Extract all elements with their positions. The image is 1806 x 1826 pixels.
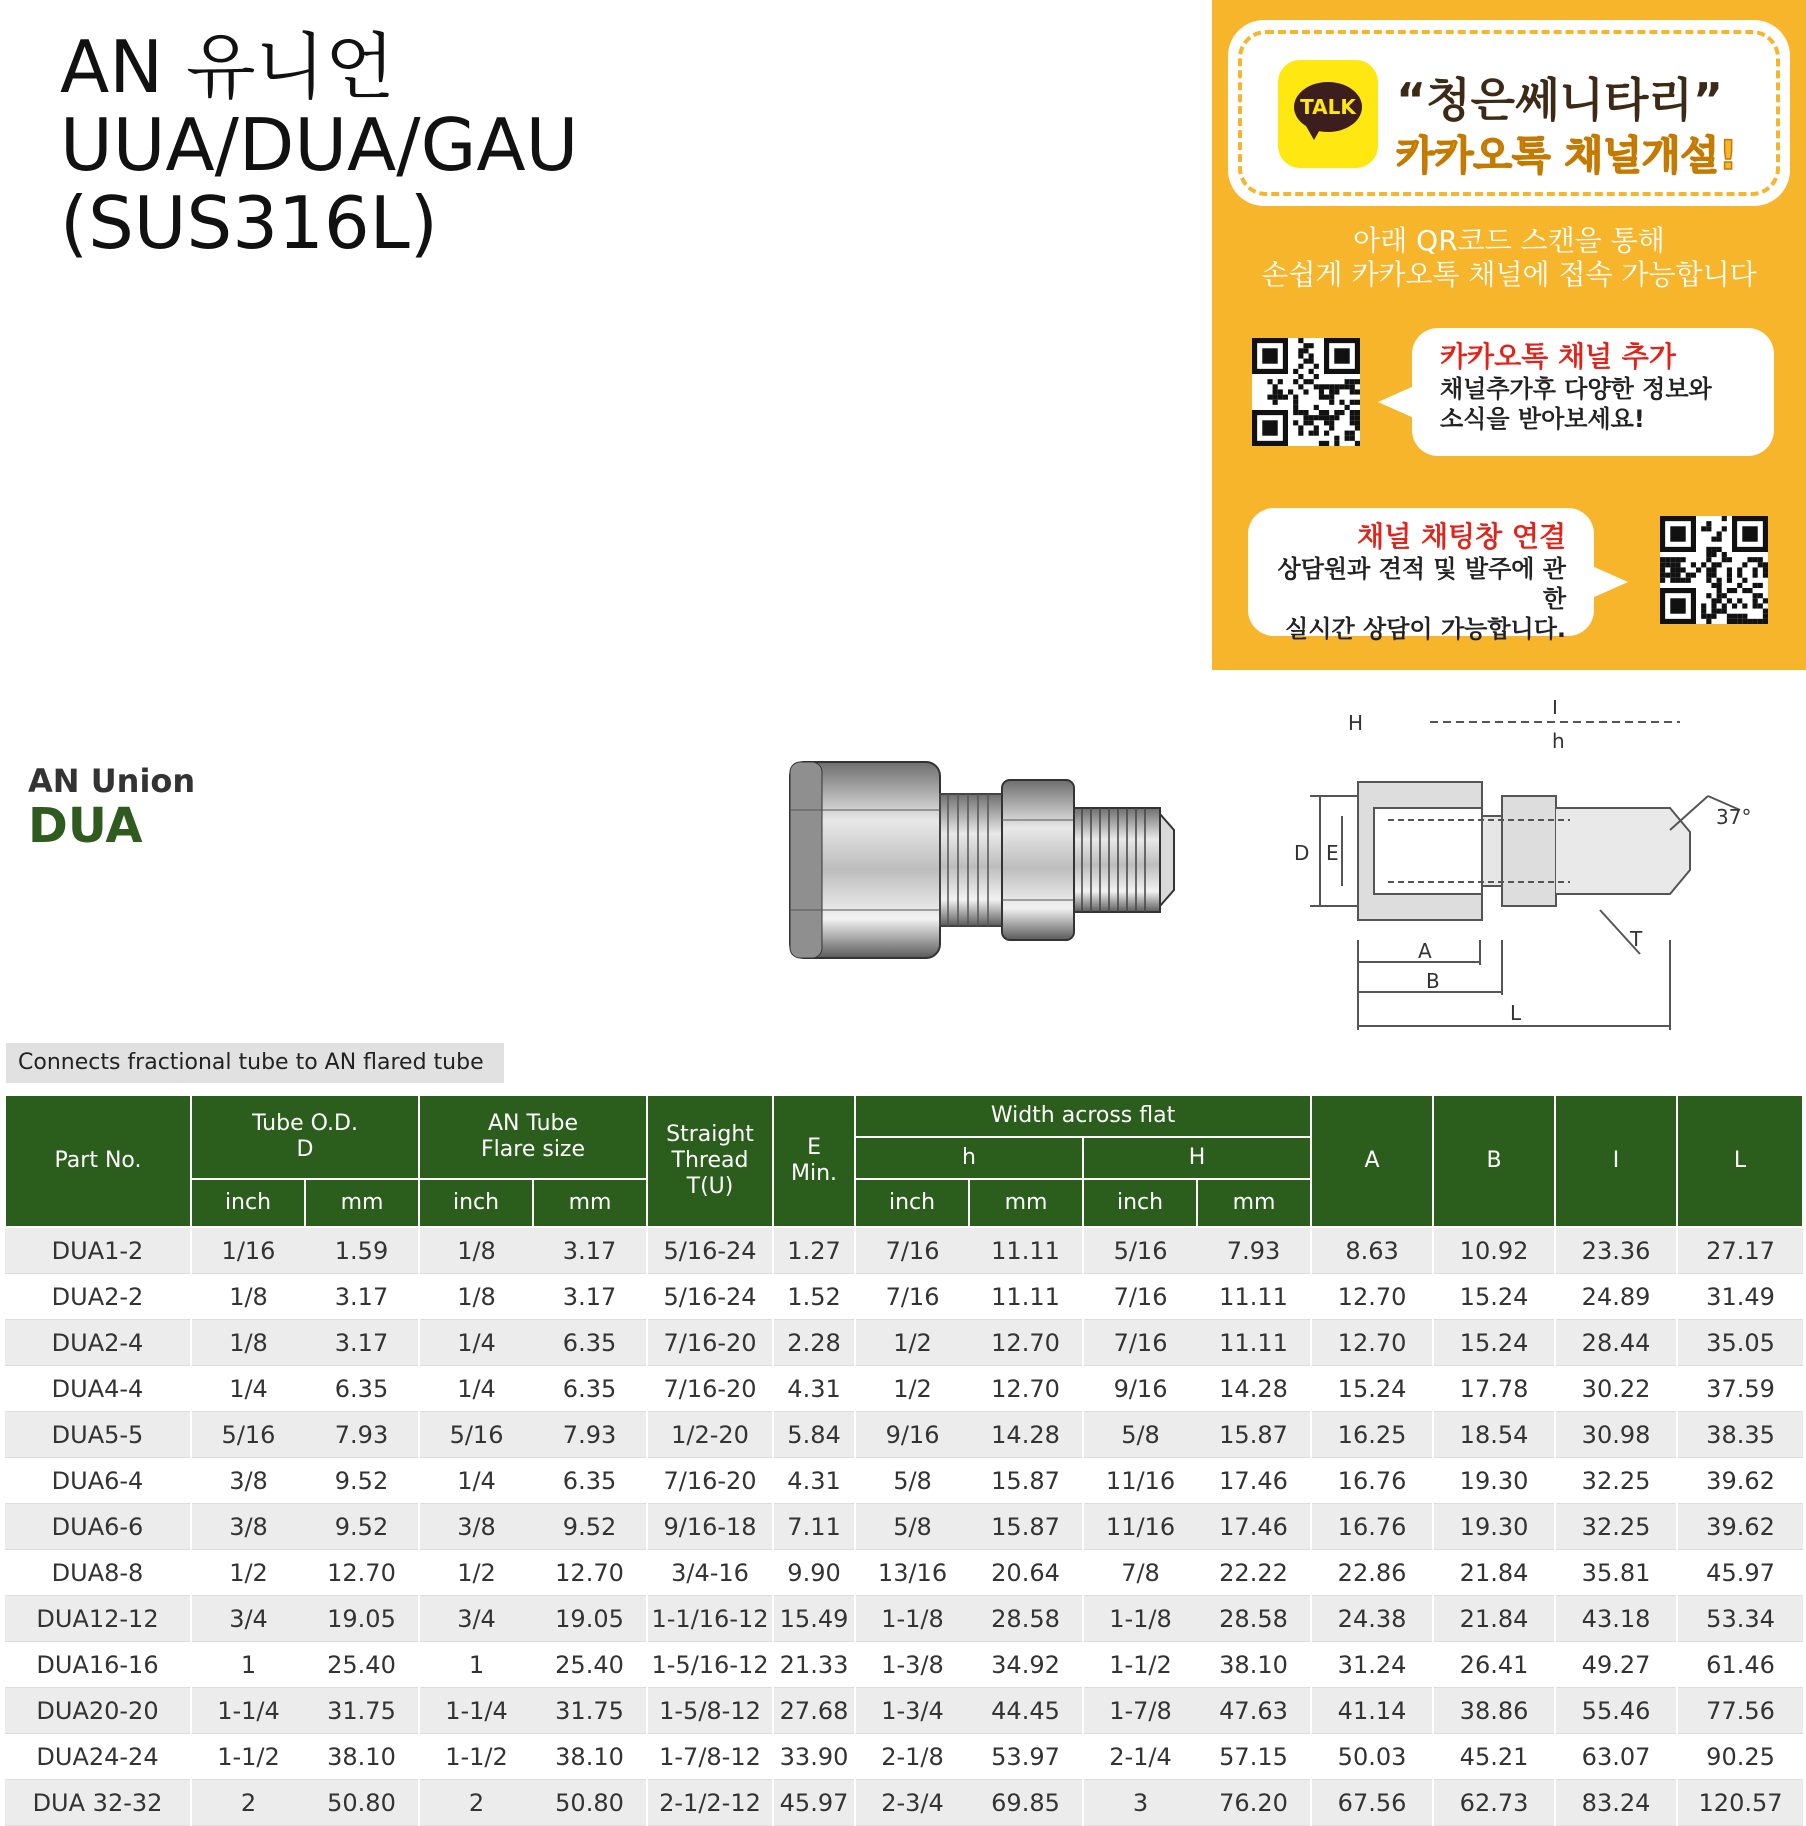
cell-b: 19.30	[1433, 1504, 1555, 1550]
table-row	[5, 1596, 1803, 1642]
cell-h-big-inch: 11/16	[1083, 1504, 1197, 1550]
cell-thread: 9/16-18	[647, 1504, 773, 1550]
cell-h-small-inch: 5/8	[855, 1458, 969, 1504]
cell-h-big-mm: 22.22	[1197, 1550, 1311, 1596]
header-h-big: H	[1083, 1137, 1311, 1179]
header-an-tube-sub: Flare size	[481, 1137, 586, 1162]
cell-h-big-inch: 7/8	[1083, 1550, 1197, 1596]
table-row	[5, 1274, 1803, 1320]
table-row	[5, 1412, 1803, 1458]
cell-e-min: 9.90	[773, 1550, 855, 1596]
cell-i: 24.89	[1555, 1274, 1677, 1320]
cell-h-small-mm: 53.97	[969, 1734, 1083, 1780]
cell-h-small-mm: 34.92	[969, 1642, 1083, 1688]
cell-part-no: DUA4-4	[5, 1366, 191, 1412]
cell-h-big-mm: 11.11	[1197, 1320, 1311, 1366]
cell-l: 120.57	[1677, 1780, 1803, 1826]
cell-a: 41.14	[1311, 1688, 1433, 1734]
kakao-talk-icon	[1278, 60, 1378, 168]
cell-part-no: DUA 32-32	[5, 1780, 191, 1826]
header-unit-inch: inch	[1083, 1179, 1197, 1227]
header-tube-od-sub: D	[296, 1137, 314, 1162]
cell-part-no: DUA8-8	[5, 1550, 191, 1596]
cell-thread: 1-5/16-12	[647, 1642, 773, 1688]
add-channel-heading: 카카오톡 채널 추가	[1440, 340, 1676, 373]
cell-l: 61.46	[1677, 1642, 1803, 1688]
header-part-no: Part No.	[5, 1095, 191, 1227]
table-row	[5, 1320, 1803, 1366]
cell-tube-od-mm: 31.75	[305, 1688, 419, 1734]
cell-b: 10.92	[1433, 1227, 1555, 1274]
cell-h-big-mm: 7.93	[1197, 1227, 1311, 1274]
cell-h-small-mm: 28.58	[969, 1596, 1083, 1642]
header-min: Min.	[791, 1161, 838, 1186]
header-unit-mm: mm	[533, 1179, 647, 1227]
cell-an-tube-mm: 38.10	[533, 1734, 647, 1780]
header-an-tube-title: AN Tube	[487, 1111, 579, 1136]
cell-b: 17.78	[1433, 1366, 1555, 1412]
cell-tube-od-mm: 3.17	[305, 1320, 419, 1366]
header-thread-1: Straight	[666, 1122, 754, 1147]
cell-i: 43.18	[1555, 1596, 1677, 1642]
cell-h-big-mm: 28.58	[1197, 1596, 1311, 1642]
cell-an-tube-mm: 3.17	[533, 1274, 647, 1320]
cell-part-no: DUA6-6	[5, 1504, 191, 1550]
drawing-label-e: E	[1326, 841, 1339, 865]
cell-h-big-inch: 3	[1083, 1780, 1197, 1826]
cell-h-small-inch: 1-3/4	[855, 1688, 969, 1734]
cell-e-min: 27.68	[773, 1688, 855, 1734]
cell-l: 90.25	[1677, 1734, 1803, 1780]
header-width-across-flat: Width across flat	[855, 1095, 1311, 1137]
cell-h-small-inch: 2-3/4	[855, 1780, 969, 1826]
header-a: A	[1311, 1095, 1433, 1227]
cell-b: 15.24	[1433, 1274, 1555, 1320]
cell-an-tube-inch: 3/4	[419, 1596, 533, 1642]
cell-an-tube-mm: 19.05	[533, 1596, 647, 1642]
cell-part-no: DUA12-12	[5, 1596, 191, 1642]
cell-e-min: 45.97	[773, 1780, 855, 1826]
cell-an-tube-inch: 1/8	[419, 1227, 533, 1274]
cell-part-no: DUA20-20	[5, 1688, 191, 1734]
title-line-1: AN 유니언	[60, 25, 395, 109]
cell-i: 30.98	[1555, 1412, 1677, 1458]
cell-h-big-mm: 17.46	[1197, 1458, 1311, 1504]
cell-an-tube-mm: 7.93	[533, 1412, 647, 1458]
cell-i: 30.22	[1555, 1366, 1677, 1412]
drawing-label-i: I	[1552, 700, 1558, 719]
cell-an-tube-inch: 2	[419, 1780, 533, 1826]
cell-tube-od-inch: 1/8	[191, 1320, 305, 1366]
cell-h-small-mm: 69.85	[969, 1780, 1083, 1826]
cell-h-small-inch: 9/16	[855, 1412, 969, 1458]
cell-h-small-inch: 5/8	[855, 1504, 969, 1550]
cell-h-small-inch: 1-1/8	[855, 1596, 969, 1642]
cell-thread: 5/16-24	[647, 1274, 773, 1320]
cell-h-small-inch: 1-3/8	[855, 1642, 969, 1688]
cell-h-big-inch: 5/8	[1083, 1412, 1197, 1458]
cell-h-big-inch: 1-7/8	[1083, 1688, 1197, 1734]
cell-h-small-mm: 44.45	[969, 1688, 1083, 1734]
cell-an-tube-inch: 1/4	[419, 1366, 533, 1412]
cell-an-tube-inch: 1/4	[419, 1320, 533, 1366]
cell-b: 15.24	[1433, 1320, 1555, 1366]
cell-an-tube-mm: 25.40	[533, 1642, 647, 1688]
qr-code-icon[interactable]	[1252, 338, 1360, 446]
header-e-min	[773, 1095, 855, 1227]
table-row	[5, 1366, 1803, 1412]
cell-h-small-mm: 12.70	[969, 1366, 1083, 1412]
cell-i: 23.36	[1555, 1227, 1677, 1274]
cell-i: 35.81	[1555, 1550, 1677, 1596]
page-title	[60, 25, 579, 265]
cell-tube-od-mm: 9.52	[305, 1504, 419, 1550]
cell-tube-od-inch: 1	[191, 1642, 305, 1688]
cell-e-min: 5.84	[773, 1412, 855, 1458]
drawing-label-b: B	[1426, 969, 1440, 993]
cell-b: 21.84	[1433, 1596, 1555, 1642]
cell-thread: 1-1/16-12	[647, 1596, 773, 1642]
cell-part-no: DUA6-4	[5, 1458, 191, 1504]
cell-e-min: 1.27	[773, 1227, 855, 1274]
cell-an-tube-inch: 1/2	[419, 1550, 533, 1596]
cell-h-small-mm: 12.70	[969, 1320, 1083, 1366]
cell-tube-od-inch: 3/4	[191, 1596, 305, 1642]
cell-l: 27.17	[1677, 1227, 1803, 1274]
talk-bubble-icon: TALK	[1294, 82, 1362, 132]
title-line-3: (SUS316L)	[60, 181, 438, 265]
cell-thread: 1/2-20	[647, 1412, 773, 1458]
cell-i: 55.46	[1555, 1688, 1677, 1734]
cell-a: 50.03	[1311, 1734, 1433, 1780]
spec-table-body	[5, 1227, 1803, 1826]
drawing-label-d: D	[1294, 841, 1310, 865]
cell-tube-od-mm: 1.59	[305, 1227, 419, 1274]
cell-a: 8.63	[1311, 1227, 1433, 1274]
cell-part-no: DUA2-4	[5, 1320, 191, 1366]
cell-tube-od-mm: 3.17	[305, 1274, 419, 1320]
cell-b: 19.30	[1433, 1458, 1555, 1504]
cell-thread: 7/16-20	[647, 1366, 773, 1412]
cell-h-big-inch: 9/16	[1083, 1366, 1197, 1412]
cell-h-big-mm: 76.20	[1197, 1780, 1311, 1826]
cell-tube-od-inch: 1/2	[191, 1550, 305, 1596]
spec-table	[4, 1094, 1804, 1826]
table-row	[5, 1780, 1803, 1826]
cell-b: 38.86	[1433, 1688, 1555, 1734]
cell-h-small-mm: 15.87	[969, 1504, 1083, 1550]
header-h-small: h	[855, 1137, 1083, 1179]
header-unit-mm: mm	[305, 1179, 419, 1227]
cell-h-small-inch: 13/16	[855, 1550, 969, 1596]
cell-part-no: DUA2-2	[5, 1274, 191, 1320]
cell-h-small-inch: 7/16	[855, 1227, 969, 1274]
cell-h-small-mm: 15.87	[969, 1458, 1083, 1504]
cell-h-small-mm: 14.28	[969, 1412, 1083, 1458]
cell-tube-od-inch: 3/8	[191, 1504, 305, 1550]
cell-tube-od-inch: 1-1/4	[191, 1688, 305, 1734]
cell-h-big-inch: 11/16	[1083, 1458, 1197, 1504]
cell-an-tube-inch: 5/16	[419, 1412, 533, 1458]
cell-tube-od-mm: 7.93	[305, 1412, 419, 1458]
cell-b: 26.41	[1433, 1642, 1555, 1688]
cell-a: 67.56	[1311, 1780, 1433, 1826]
table-row	[5, 1227, 1803, 1274]
cell-a: 16.76	[1311, 1458, 1433, 1504]
cell-part-no: DUA16-16	[5, 1642, 191, 1688]
cell-an-tube-mm: 31.75	[533, 1688, 647, 1734]
cell-an-tube-inch: 1-1/2	[419, 1734, 533, 1780]
cell-part-no: DUA24-24	[5, 1734, 191, 1780]
cell-thread: 7/16-20	[647, 1320, 773, 1366]
cell-l: 31.49	[1677, 1274, 1803, 1320]
cell-h-big-mm: 14.28	[1197, 1366, 1311, 1412]
cell-h-big-inch: 7/16	[1083, 1274, 1197, 1320]
cell-a: 24.38	[1311, 1596, 1433, 1642]
cell-tube-od-mm: 25.40	[305, 1642, 419, 1688]
cell-an-tube-inch: 3/8	[419, 1504, 533, 1550]
cell-h-small-inch: 1/2	[855, 1366, 969, 1412]
header-unit-inch: inch	[191, 1179, 305, 1227]
cell-l: 35.05	[1677, 1320, 1803, 1366]
cell-l: 45.97	[1677, 1550, 1803, 1596]
cell-h-big-inch: 5/16	[1083, 1227, 1197, 1274]
cell-h-big-mm: 11.11	[1197, 1274, 1311, 1320]
cell-tube-od-inch: 1/8	[191, 1274, 305, 1320]
cell-an-tube-mm: 9.52	[533, 1504, 647, 1550]
drawing-label-h-small: h	[1552, 729, 1565, 753]
cell-thread: 5/16-24	[647, 1227, 773, 1274]
cell-h-small-inch: 2-1/8	[855, 1734, 969, 1780]
cell-e-min: 4.31	[773, 1366, 855, 1412]
cell-an-tube-mm: 3.17	[533, 1227, 647, 1274]
cell-thread: 2-1/2-12	[647, 1780, 773, 1826]
header-b: B	[1433, 1095, 1555, 1227]
cell-l: 53.34	[1677, 1596, 1803, 1642]
cell-i: 83.24	[1555, 1780, 1677, 1826]
cell-an-tube-mm: 6.35	[533, 1366, 647, 1412]
cell-a: 22.86	[1311, 1550, 1433, 1596]
header-l: L	[1677, 1095, 1803, 1227]
cell-a: 16.76	[1311, 1504, 1433, 1550]
dimension-drawing-icon	[1270, 700, 1770, 1040]
cell-a: 31.24	[1311, 1642, 1433, 1688]
cell-h-big-mm: 38.10	[1197, 1642, 1311, 1688]
banner-quote: “청은쎄니타리”	[1396, 73, 1724, 127]
cell-h-big-mm: 15.87	[1197, 1412, 1311, 1458]
chat-channel-line-2: 실시간 상담이 가능합니다.	[1285, 615, 1566, 643]
cell-a: 12.70	[1311, 1320, 1433, 1366]
cell-h-small-mm: 11.11	[969, 1274, 1083, 1320]
add-channel-bubble	[1412, 328, 1774, 456]
table-row	[5, 1642, 1803, 1688]
title-line-2: UUA/DUA/GAU	[60, 103, 579, 187]
cell-l: 37.59	[1677, 1366, 1803, 1412]
fitting-photo-icon	[786, 750, 1176, 970]
cell-e-min: 21.33	[773, 1642, 855, 1688]
cell-h-small-mm: 20.64	[969, 1550, 1083, 1596]
table-row	[5, 1458, 1803, 1504]
cell-part-no: DUA1-2	[5, 1227, 191, 1274]
cell-e-min: 7.11	[773, 1504, 855, 1550]
cell-i: 49.27	[1555, 1642, 1677, 1688]
cell-an-tube-mm: 12.70	[533, 1550, 647, 1596]
cell-e-min: 4.31	[773, 1458, 855, 1504]
cell-tube-od-mm: 12.70	[305, 1550, 419, 1596]
cell-thread: 3/4-16	[647, 1550, 773, 1596]
product-label	[28, 762, 195, 852]
header-thread-3: T(U)	[686, 1174, 734, 1199]
table-row	[5, 1504, 1803, 1550]
banner-scan-line-2: 손쉽게 카카오톡 채널에 접속 가능합니다	[1261, 258, 1757, 291]
cell-an-tube-inch: 1/4	[419, 1458, 533, 1504]
cell-i: 63.07	[1555, 1734, 1677, 1780]
product-label-code: DUA	[28, 798, 143, 854]
cell-b: 21.84	[1433, 1550, 1555, 1596]
cell-tube-od-mm: 19.05	[305, 1596, 419, 1642]
cell-an-tube-mm: 6.35	[533, 1458, 647, 1504]
banner-subtitle: 카카오톡 채널개설!	[1396, 133, 1738, 179]
product-description: Connects fractional tube to AN flared tube	[6, 1043, 504, 1083]
add-channel-line-1: 채널추가후 다양한 정보와	[1440, 375, 1712, 403]
cell-thread: 7/16-20	[647, 1458, 773, 1504]
cell-i: 32.25	[1555, 1504, 1677, 1550]
drawing-label-h-big: H	[1348, 711, 1364, 735]
cell-l: 38.35	[1677, 1412, 1803, 1458]
banner-scan-line-1: 아래 QR코드 스캔을 통해	[1353, 224, 1665, 257]
header-thread-2: Thread	[671, 1148, 749, 1173]
cell-h-big-inch: 1-1/8	[1083, 1596, 1197, 1642]
cell-i: 32.25	[1555, 1458, 1677, 1504]
header-tube-od-title: Tube O.D.	[252, 1111, 358, 1136]
header-thread	[647, 1095, 773, 1227]
header-tube-od	[191, 1095, 419, 1179]
cell-tube-od-mm: 38.10	[305, 1734, 419, 1780]
cell-tube-od-inch: 1-1/2	[191, 1734, 305, 1780]
cell-thread: 1-7/8-12	[647, 1734, 773, 1780]
cell-a: 16.25	[1311, 1412, 1433, 1458]
cell-tube-od-inch: 1/4	[191, 1366, 305, 1412]
header-unit-inch: inch	[419, 1179, 533, 1227]
table-row	[5, 1688, 1803, 1734]
header-e: E	[807, 1135, 821, 1160]
cell-h-big-inch: 2-1/4	[1083, 1734, 1197, 1780]
cell-h-small-inch: 1/2	[855, 1320, 969, 1366]
cell-tube-od-mm: 50.80	[305, 1780, 419, 1826]
cell-a: 15.24	[1311, 1366, 1433, 1412]
cell-h-big-inch: 1-1/2	[1083, 1642, 1197, 1688]
cell-h-small-mm: 11.11	[969, 1227, 1083, 1274]
cell-part-no: DUA5-5	[5, 1412, 191, 1458]
cell-tube-od-mm: 9.52	[305, 1458, 419, 1504]
cell-l: 39.62	[1677, 1504, 1803, 1550]
cell-an-tube-inch: 1/8	[419, 1274, 533, 1320]
header-unit-mm: mm	[969, 1179, 1083, 1227]
add-channel-line-2: 소식을 받아보세요!	[1440, 405, 1645, 433]
cell-l: 39.62	[1677, 1458, 1803, 1504]
cell-thread: 1-5/8-12	[647, 1688, 773, 1734]
drawing-label-angle: 37°	[1716, 805, 1752, 829]
kakao-channel-banner[interactable]	[1212, 0, 1806, 670]
header-i: I	[1555, 1095, 1677, 1227]
drawing-label-t: T	[1630, 927, 1643, 951]
cell-e-min: 33.90	[773, 1734, 855, 1780]
table-row	[5, 1734, 1803, 1780]
table-row	[5, 1550, 1803, 1596]
chat-channel-heading: 채널 채팅창 연결	[1357, 520, 1566, 553]
cell-tube-od-inch: 2	[191, 1780, 305, 1826]
cell-b: 45.21	[1433, 1734, 1555, 1780]
cell-e-min: 1.52	[773, 1274, 855, 1320]
chat-channel-bubble	[1248, 508, 1594, 643]
cell-tube-od-mm: 6.35	[305, 1366, 419, 1412]
header-unit-inch: inch	[855, 1179, 969, 1227]
cell-tube-od-inch: 5/16	[191, 1412, 305, 1458]
cell-e-min: 15.49	[773, 1596, 855, 1642]
cell-an-tube-mm: 6.35	[533, 1320, 647, 1366]
cell-b: 62.73	[1433, 1780, 1555, 1826]
qr-code-icon[interactable]	[1660, 516, 1768, 624]
cell-a: 12.70	[1311, 1274, 1433, 1320]
cell-h-small-inch: 7/16	[855, 1274, 969, 1320]
cell-l: 77.56	[1677, 1688, 1803, 1734]
cell-tube-od-inch: 3/8	[191, 1458, 305, 1504]
cell-h-big-mm: 47.63	[1197, 1688, 1311, 1734]
product-label-small: AN Union	[28, 762, 196, 800]
cell-an-tube-inch: 1-1/4	[419, 1688, 533, 1734]
chat-channel-line-1: 상담원과 견적 및 발주에 관한	[1277, 555, 1566, 613]
drawing-label-a: A	[1418, 939, 1432, 963]
cell-i: 28.44	[1555, 1320, 1677, 1366]
cell-tube-od-inch: 1/16	[191, 1227, 305, 1274]
cell-h-big-mm: 57.15	[1197, 1734, 1311, 1780]
cell-h-big-mm: 17.46	[1197, 1504, 1311, 1550]
cell-h-big-inch: 7/16	[1083, 1320, 1197, 1366]
header-unit-mm: mm	[1197, 1179, 1311, 1227]
cell-e-min: 2.28	[773, 1320, 855, 1366]
cell-an-tube-inch: 1	[419, 1642, 533, 1688]
drawing-label-l: L	[1510, 1001, 1522, 1025]
cell-an-tube-mm: 50.80	[533, 1780, 647, 1826]
header-an-tube	[419, 1095, 647, 1179]
banner-header-card	[1228, 20, 1790, 206]
cell-b: 18.54	[1433, 1412, 1555, 1458]
